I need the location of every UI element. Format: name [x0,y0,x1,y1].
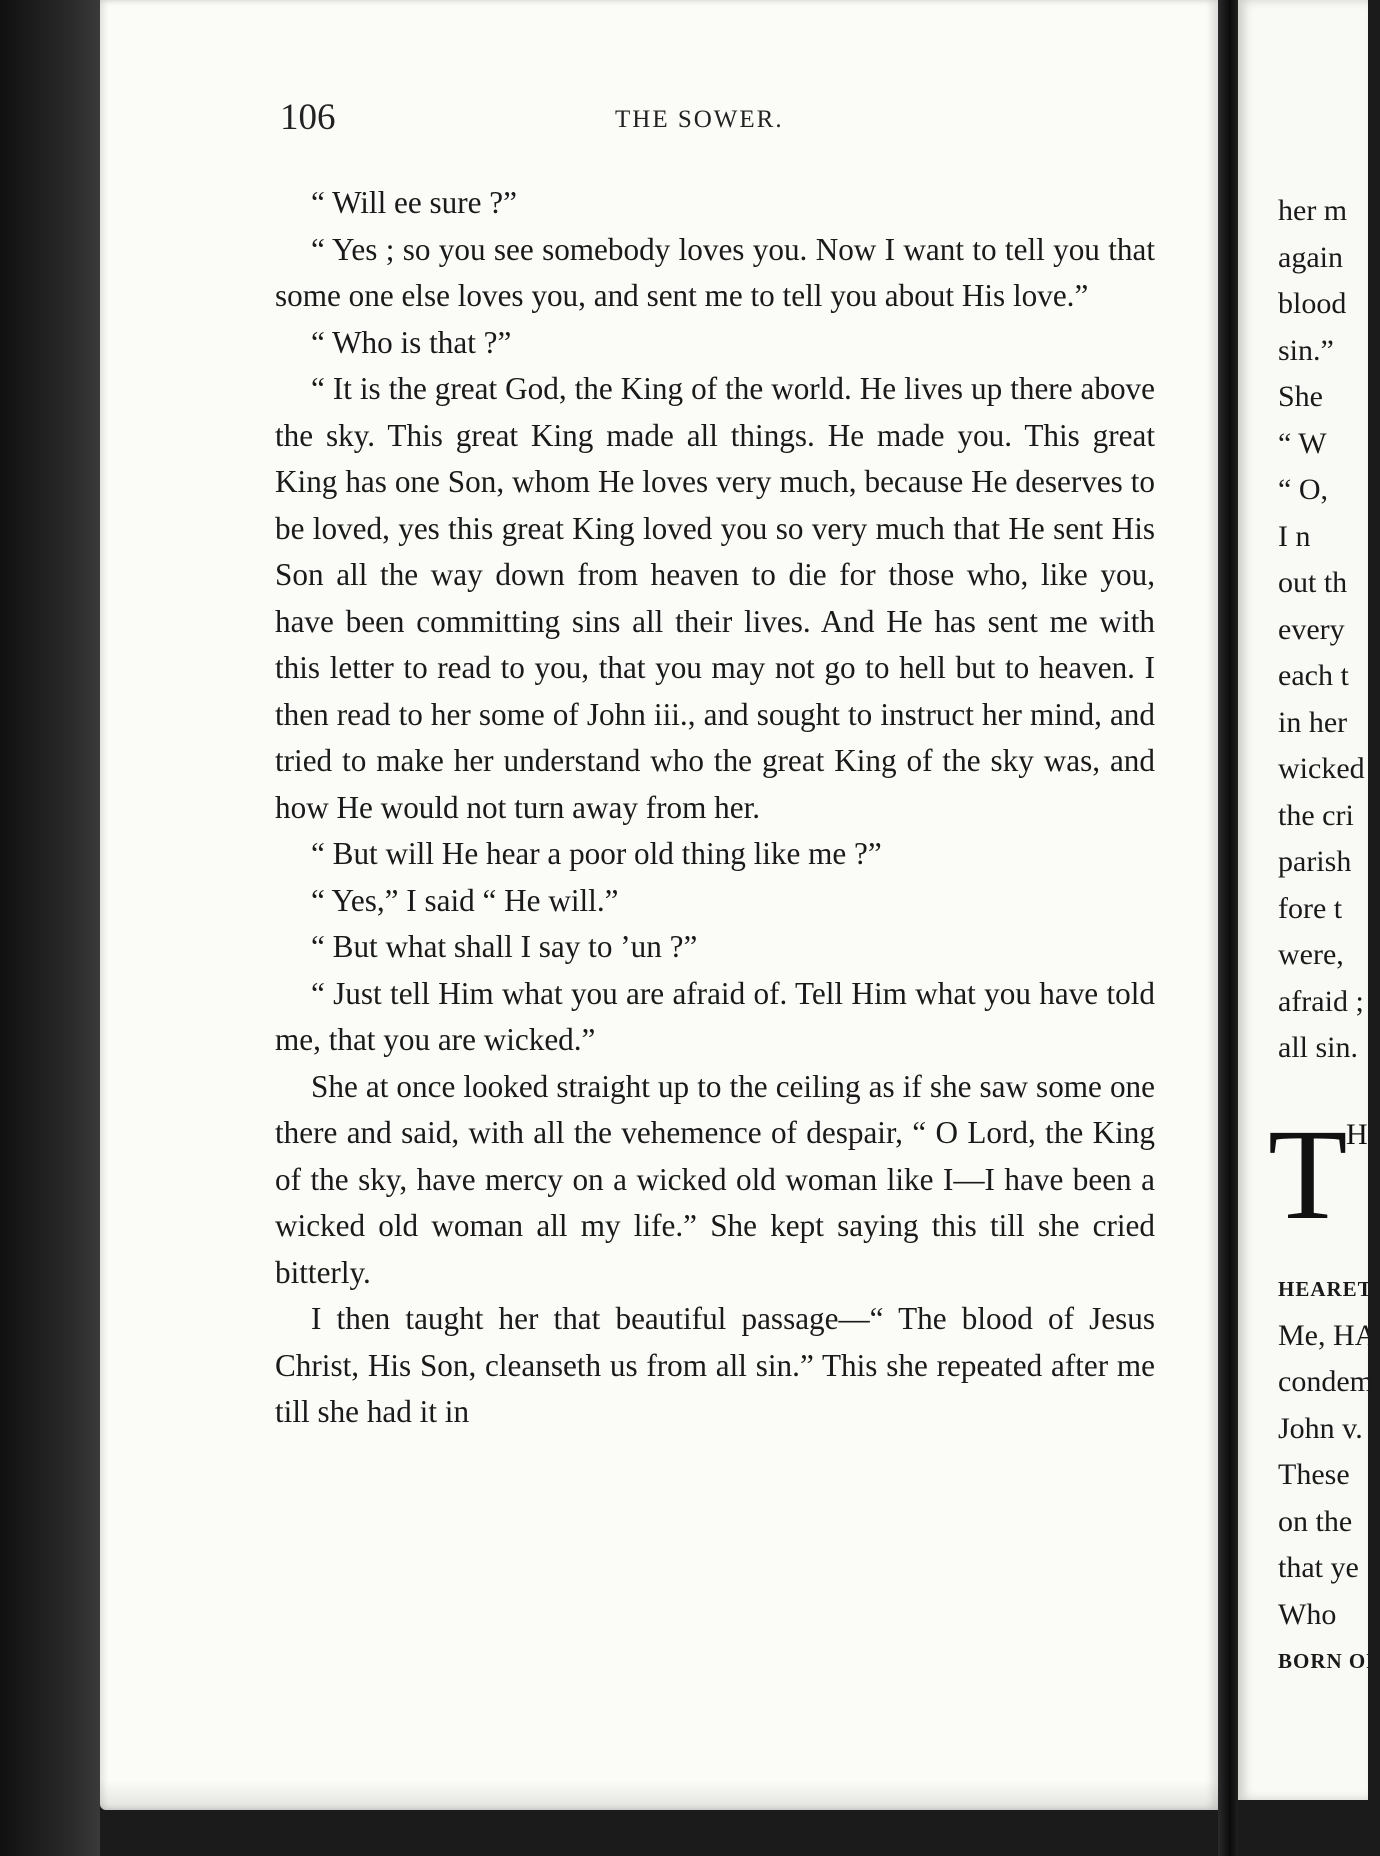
text-line: in her [1278,705,1348,739]
paragraph: “ Just tell Him what you are afraid of. Tell Him what you have told me, that you are wicked.” [275,975,1155,1057]
text-line: “ O, [1278,473,1328,506]
paragraph: “ Who is that ?” [311,324,512,360]
paragraph: “ But what shall I say to ’un ?” [311,929,698,964]
text-line: parish [1278,845,1352,878]
text-line: Me, HA [1278,1318,1377,1352]
right-page-lower-text [1278,1266,1380,1685]
page-edge-shadow [100,1780,1218,1810]
text-line: These [1278,1458,1350,1491]
running-head [280,96,1150,146]
text-line: the cri [1278,798,1354,832]
text-line: Who [1278,1597,1337,1631]
right-page-upper-text [1278,188,1365,1072]
text-line: blood [1278,287,1347,320]
text-line: sin.” [1278,333,1334,367]
text-line: on the [1278,1504,1353,1538]
text-line: each t [1278,659,1349,692]
text-line: HEARET [1278,1277,1373,1301]
body-text [275,180,1155,1436]
paragraph: “ It is the great God, the King of the world. He lives up there above the sky. This great King made all things. He made you. This great King has one Son, whom He loves very much, because He deserves to be loved, yes this great King loved you so very much that He sent His Son all the way down from heaven to die for those who, like you, have been committing sins all their lives. And He has sent me with this letter to read to you, that you may not go to hell but to heaven. I then read to her some of John iii., and sought to instruct her mind, and tried to make her understand who the great King of the sky was, and how He would not turn away from her. [275,371,1155,825]
drop-cap-continuation: H [1346,1118,1368,1151]
text-line: all sin. [1278,1031,1358,1064]
text-line: I n [1278,519,1311,553]
text-line: condem [1278,1365,1373,1398]
text-line: every [1278,612,1345,646]
text-line: wicked [1278,752,1365,785]
paragraph: “ Will ee sure ?” [311,185,517,220]
text-line: fore t [1278,891,1343,925]
text-line: “ W [1278,426,1327,460]
text-line: afraid ; [1278,984,1364,1018]
paragraph: “ Yes ; so you see somebody loves you. Now I want to tell you that some one else loves you, and sent me to tell you about His love.” [275,231,1155,313]
text-line: again [1278,240,1343,274]
running-title: THE SOWER. [615,106,784,133]
paragraph: “ But will He hear a poor old thing like me ?” [311,836,882,871]
text-line: John v. [1278,1411,1363,1445]
text-line: that ye [1278,1551,1359,1584]
paragraph: She at once looked straight up to the ceiling as if she saw some one there and said, with all the vehemence of despair, “ O Lord, the King of the sky, have mercy on a wicked old woman like I—I have been a wicked old woman all my life.” She kept saying this till she cried bitterly. [275,1068,1155,1290]
scan-border-left [0,0,100,1856]
book-binding [1218,0,1238,1856]
right-page [1238,0,1380,1800]
text-line: She [1278,380,1323,413]
text-line: BORN OF [1278,1649,1380,1673]
paragraph: “ Yes,” I said “ He will.” [311,882,619,918]
paragraph: I then taught her that beautiful passage—“ The blood of Jesus Christ, His Son, cleanseth us from all sin.” This she repeated after me till she had it in [275,1301,1155,1429]
page-number: 106 [280,97,336,138]
text-line: her m [1278,194,1348,227]
drop-cap: T [1268,1103,1348,1247]
text-line: were, [1278,938,1344,971]
text-line: out th [1278,566,1348,599]
